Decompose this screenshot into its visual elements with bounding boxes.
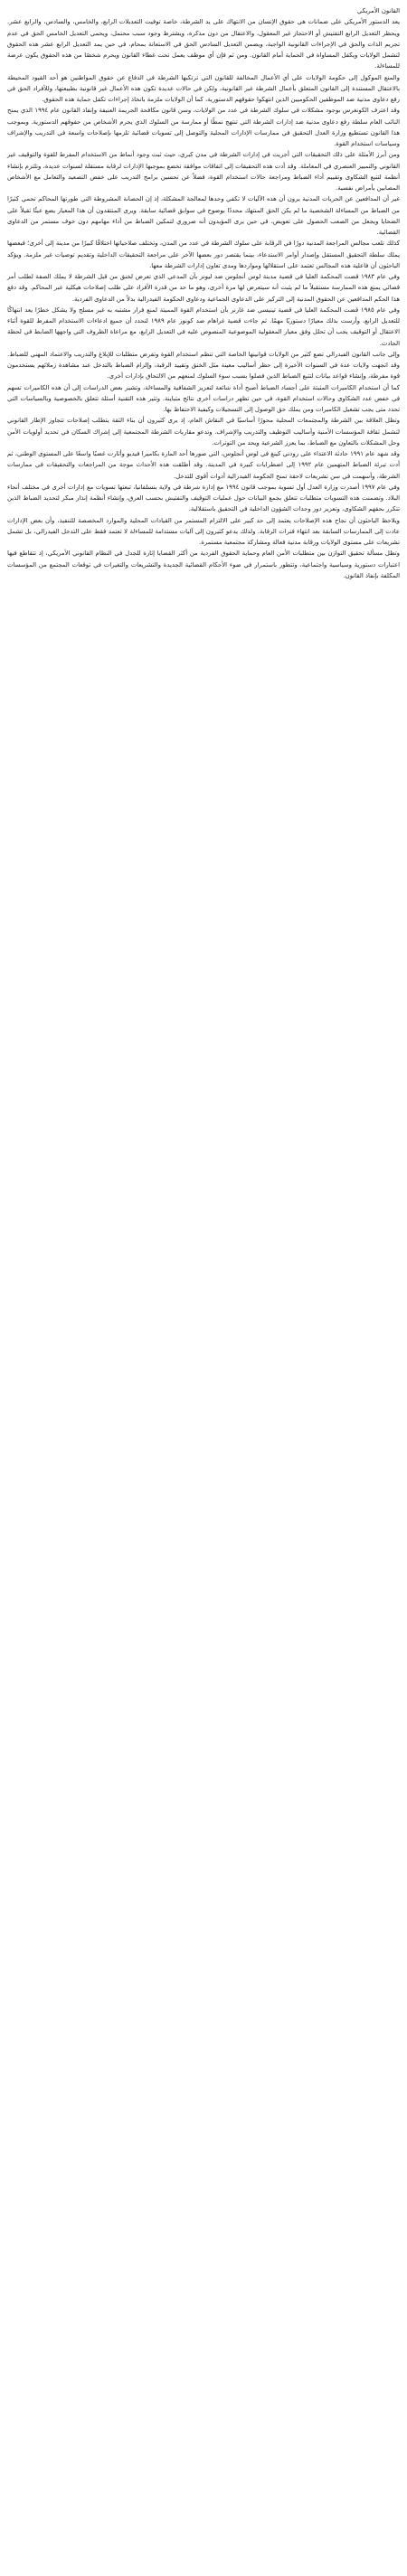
paragraph-2: والمنع الموكول إلى حكومة الولايات على أي الأعمال المخالفة للقانون التي ترتكبها الشرطة في الدفاع عن حقوق المواطنين هو أحد القيود المحيطة بالاعتقال المستندة إلى القانون المتعلق بأعمال الشرطة غير القانونية، ولكن في حالات عديدة تكون هذه الأعمال غير قانونية بطبيعتها، وللأفراد الحق في رفع دعاوى مدنية ضد الموظفين الحكوميين الذين انتهكوا حقوقهم الدستورية، كما أن الولايات ملزمة باتخاذ إجراءات تكفل حماية هذه الحقوق. <box>7 73 400 103</box>
paragraph-9: وإلى جانب القانون الفيدرالي تضع كثير من الولايات قوانينها الخاصة التي تنظم استخدام القوة وتفرض متطلبات للإبلاغ والتدريب والاعتماد المهني للضباط. وقد اتجهت ولايات عدة في السنوات الأخيرة إلى حظر أساليب معينة مثل الخنق وتقييد الرقبة، وإلزام الضباط بالتدخل عند مشاهدة زملائهم يستخدمون قوة مفرطة، وإنشاء قواعد بيانات لتتبع الضباط الذين فصلوا بسبب سوء السلوك لمنعهم من الالتحاق بإدارات أخرى. <box>7 350 400 381</box>
paragraph-13: وفي عام ١٩٩٧ أصدرت وزارة العدل أول تسوية بموجب قانون ١٩٩٤ مع إدارة شرطة في ولاية بنسلفانيا، تبعتها تسويات مع إدارات أخرى في مختلف أنحاء البلاد. وتضمنت هذه التسويات متطلبات تتعلق بجمع البيانات حول عمليات التوقيف والتفتيش بحسب العرق، وإنشاء أنظمة إنذار مبكر لتحديد الضباط الذين تتكرر بحقهم الشكاوى، وتعزيز دور وحدات الشؤون الداخلية في التحقيق باستقلالية. <box>7 483 400 513</box>
paragraph-1: يعد الدستور الأمريكي على ضمانات هي حقوق الإنسان من الانتهاك على يد الشرطة، خاصة توفيت التعديلات الرابع، والخامس، والسادس، والرابع عشر. ويحظر التعديل الرابع التفتيش أو الاحتجاز غير المعقول، والاعتقال من دون مذكرة، ويشترط وجود سبب محتمل، ويحمي التعديل الخامس الحق في عدم تجريم الذات والحق في الإجراءات القانونية الواجبة، ويضمن التعديل السادس الحق في الاستعانة بمحام، في حين يمد التعديل الرابع عشر هذه الحقوق لتشمل الولايات ويكفل المساواة في الحماية أمام القانون. ومن ثم فإن أي موظف يعمل تحت غطاء القانون ويحرم شخصًا من هذه الحقوق يكون عرضة للمساءلة. <box>7 18 400 71</box>
paragraph-6: كذلك تلعب مجالس المراجعة المدنية دورًا في الرقابة على سلوك الشرطة في عدد من المدن، وتختلف صلاحياتها اختلافًا كبيرًا من مدينة إلى أخرى؛ فبعضها يملك سلطة التحقيق المستقل وإصدار أوامر الاستدعاء، بينما يقتصر دور بعضها الآخر على مراجعة التحقيقات الداخلية وتقديم توصيات غير ملزمة. ويؤكد الباحثون أن فاعلية هذه المجالس تعتمد على استقلالها ومواردها ومدى تعاون إدارات الشرطة معها. <box>7 240 400 269</box>
paragraph-4: ومن أبرز الأمثلة على ذلك التحقيقات التي أجريت في إدارات الشرطة في مدن كبرى، حيث ثبت وجود أنماط من الاستخدام المفرط للقوة والتوقيف غير القانوني والتمييز العنصري في المعاملة. وقد أدت هذه التحقيقات إلى اتفاقات موافقة تخضع بموجبها الإدارات لرقابة مستقلة لسنوات عديدة، وتلتزم بإنشاء أنظمة لتتبع الشكاوى وتقييم أداء الضباط ومراجعة حالات استخدام القوة، فضلاً عن تحسين برامج التدريب على خفض التصعيد والتعامل مع الأشخاص المصابين بأمراض نفسية. <box>7 151 400 192</box>
paragraph-14: ويلاحظ الباحثون أن نجاح هذه الإصلاحات يعتمد إلى حد كبير على الالتزام المستمر من القيادات المحلية والموارد المخصصة للتنفيذ، وأن بعض الإدارات عادت إلى الممارسات السابقة بعد انتهاء فترات الرقابة. ولذلك يدعو كثيرون إلى آليات مستدامة للمساءلة لا تعتمد فقط على التدخل الفيدرالي، بل تشمل تشريعات على مستوى الولايات ورقابة مدنية فعالة ومشاركة مجتمعية مستمرة. <box>7 516 400 546</box>
document-heading: القانون الأمريكي <box>356 7 400 14</box>
paragraph-3: وقد اعترف الكونغرس بوجود مشكلات في سلوك الشرطة في عدد من الولايات، وسن قانون مكافحة الجريمة العنيفة وإنفاذ القانون عام ١٩٩٤ الذي يمنح النائب العام سلطة رفع دعاوى مدنية ضد إدارات الشرطة التي تنتهج نمطًا أو ممارسة من السلوك الذي يحرم الأشخاص من حقوقهم الدستورية. وبموجب هذا القانون تستطيع وزارة العدل التحقيق في ممارسات الإدارات المحلية والتوصل إلى تسويات قضائية تلزمها بإصلاحات واسعة في التدريب والإشراف وسياسات استخدام القوة. <box>7 107 400 147</box>
paragraph-15: وتظل مسألة تحقيق التوازن بين متطلبات الأمن العام وحماية الحقوق الفردية من أكثر القضايا إثارة للجدل في النظام القانوني الأمريكي، إذ تتقاطع فيها اعتبارات دستورية وسياسية واجتماعية، وتتطور باستمرار في ضوء الأحكام القضائية الجديدة والتشريعات والتغيرات في توقعات المجتمع من المؤسسات المكلفة بإنفاذ القانون. <box>7 550 400 579</box>
paragraph-10: كما أن استخدام الكاميرات المثبتة على أجساد الضباط أصبح أداة شائعة لتعزيز الشفافية والمساءلة، وتشير بعض الدراسات إلى أن هذه الكاميرات تسهم في خفض عدد الشكاوى وحالات استخدام القوة، في حين تظهر دراسات أخرى نتائج متباينة. وتثير هذه التقنية أسئلة تتعلق بالخصوصية وبالسياسات التي تحدد متى يجب تشغيل الكاميرات ومن يملك حق الوصول إلى التسجيلات وكيفية الاحتفاظ بها. <box>7 383 400 413</box>
paragraph-11: وتظل العلاقة بين الشرطة والمجتمعات المحلية محورًا أساسيًا في النقاش العام، إذ يرى كثيرون أن بناء الثقة يتطلب إصلاحات تتجاوز الإطار القانوني لتشمل ثقافة المؤسسات الأمنية وأساليب التوظيف والتدريب والإشراف. وتدعو مقاربات الشرطة المجتمعية إلى إشراك السكان في تحديد أولويات الأمن وحل المشكلات بالتعاون مع الضباط، بما يعزز الشرعية ويحد من التوترات. <box>7 417 400 447</box>
paragraph-7: وفي عام ١٩٨٣ قضت المحكمة العليا في قضية مدينة لوس أنجلوس ضد ليونز بأن المدعي الذي تعرض لخنق من قبل الشرطة لا يملك الصفة لطلب أمر قضائي يمنع هذه الممارسة مستقبلاً ما لم يثبت أنه سيتعرض لها مرة أخرى، وهو ما حد من قدرة الأفراد على طلب إصلاحات هيكلية عبر المحاكم. وقد دفع هذا الحكم المدافعين عن الحقوق المدنية إلى التركيز على الدعاوى الجماعية ودعاوى الحكومة الفيدرالية بدلاً من الدعاوى الفردية. <box>7 273 400 303</box>
paragraph-5: غير أن المدافعين عن الحريات المدنية يرون أن هذه الآليات لا تكفي وحدها لمعالجة المشكلة، إذ إن الحصانة المشروطة التي طورتها المحاكم تحمي كثيرًا من الضباط من المساءلة الشخصية ما لم يكن الحق المنتهك محددًا بوضوح في سوابق قضائية سابقة. ويرى المنتقدون أن هذا المعيار يضع عبئًا ثقيلاً على الضحايا ويجعل من الصعب الحصول على تعويض، في حين يرى المؤيدون أنه ضروري لتمكين الضباط من أداء مهامهم دون خوف مستمر من الدعاوى القضائية. <box>7 195 400 236</box>
paragraph-12: وقد شهد عام ١٩٩١ حادثة الاعتداء على رودني كينغ في لوس أنجلوس، التي صورها أحد المارة بكاميرا فيديو وأثارت غضبًا واسعًا على المستوى الوطني، ثم أدت تبرئة الضباط المتهمين عام ١٩٩٢ إلى اضطرابات كبيرة في المدينة. وقد أطلقت هذه الأحداث موجة من المراجعات والتحقيقات في ممارسات الشرطة، وأسهمت في سن تشريعات لاحقة تمنح الحكومة الفيدرالية أدوات أقوى للتدخل. <box>7 450 400 480</box>
paragraph-8: وفي عام ١٩٨٥ قضت المحكمة العليا في قضية تينيسي ضد غارنر بأن استخدام القوة المميتة لمنع فرار مشتبه به غير مسلح ولا يشكل خطرًا يعد انتهاكًا للتعديل الرابع، وأرست بذلك معيارًا دستوريًا مهمًا. ثم جاءت قضية غراهام ضد كونور عام ١٩٨٩ لتحدد أن جميع ادعاءات الاستخدام المفرط للقوة أثناء الاعتقال أو التوقيف يجب أن تحلل وفق معيار المعقولية الموضوعية المنصوص عليه في التعديل الرابع، مع مراعاة الظروف التي واجهها الضابط في لحظة الحادث. <box>7 306 400 347</box>
